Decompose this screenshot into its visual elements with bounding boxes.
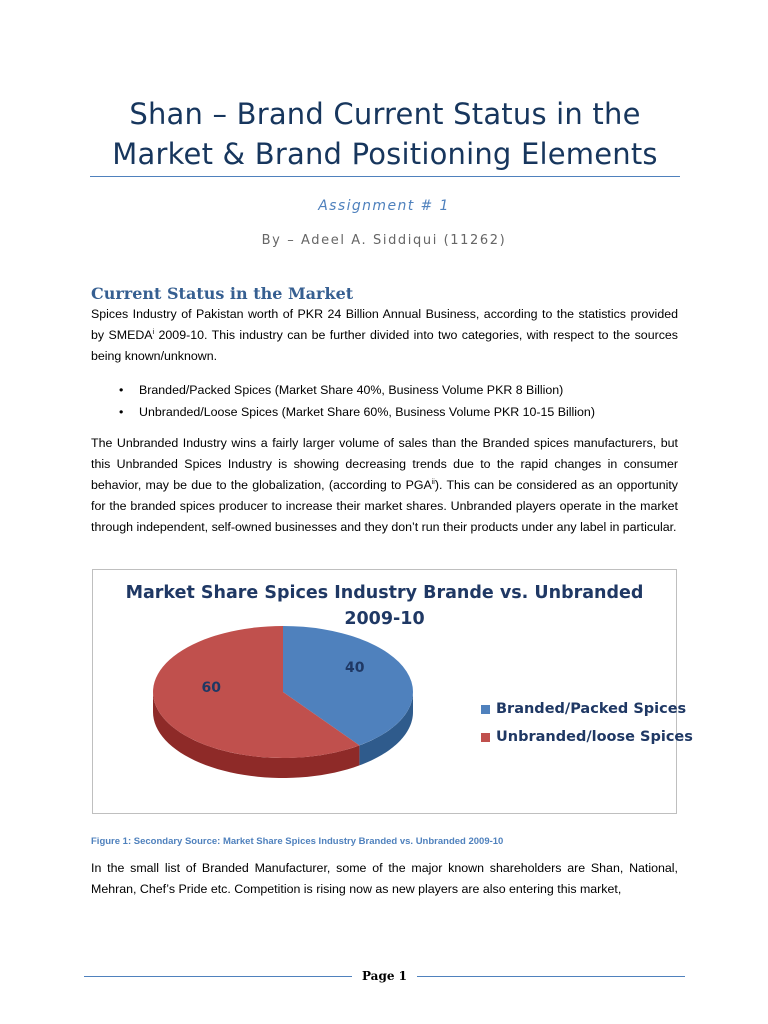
author-byline: By – Adeel A. Siddiqui (11262) [261,233,507,248]
chart-title: Market Share Spices Industry Brande vs. Unbranded 2009-10 [125,583,644,629]
pie-label-unbranded-loose-spices: 60 [201,679,222,696]
chart-legend [481,701,693,757]
footnote-ref-i[interactable]: i [152,328,155,336]
title-divider [90,176,680,177]
pie-chart [92,569,693,814]
list-item: • Branded/Packed Spices (Market Share 40%, Business Volume PKR 8 Billion) [91,379,678,401]
legend-swatch-unbranded [481,733,490,742]
legend-item-unbranded: Unbranded/loose Spices [481,729,693,745]
bullet-list [91,379,678,423]
pie-label-branded-packed-spices: 40 [344,660,365,677]
section-heading: Current Status in the Market [91,284,354,303]
document-title [90,94,680,174]
paragraph-3: In the small list of Branded Manufacturer, some of the major known shareholders are Shan, National, Mehran, Chef’s Pride etc. Competition is rising now as new players are also entering this market, [91,861,678,896]
title-line-2: Market & Brand Positioning Elements [112,137,658,171]
bullet-icon: • [119,383,124,397]
page-number: Page 1 [361,969,408,983]
figure-caption: Figure 1: Secondary Source: Market Share Spices Industry Branded vs. Unbranded 2009-10 [91,836,504,847]
legend-swatch-branded [481,705,490,714]
paragraph-2: The Unbranded Industry wins a fairly larger volume of sales than the Branded spices manufacturers, but this Unbranded Spices Industry is showing decreasing trends due to the rapid changes in consumer behavior, may be due to the globalization, (according to PGA$^{ii}$). This can be considered as an opportunity for the branded spices producer to increase their market shares. Unbranded players operate in the market through independent, self-owned businesses and they don’t run their products under any label in particular. [91,436,679,534]
assignment-subtitle: Assignment # 1 [318,198,450,214]
title-line-1: Shan – Brand Current Status in the [129,97,641,131]
bullet-icon: • [119,405,124,419]
list-item: • Unbranded/Loose Spices (Market Share 60%, Business Volume PKR 10-15 Billion) [91,401,678,423]
footer-rule-right [417,976,685,977]
paragraph-1: Spices Industry of Pakistan worth of PKR 24 Billion Annual Business, according to the statistics provided by SMEDA$^i$ 2009-10. This industry can be further divided into two categories, with respect to the sources being known/unknown. [91,307,678,363]
footnote-ref-ii[interactable]: ii [431,478,435,486]
legend-item-branded: Branded/Packed Spices [481,701,693,717]
footer-rule-left [84,976,352,977]
pie-chart-svg [93,570,676,813]
